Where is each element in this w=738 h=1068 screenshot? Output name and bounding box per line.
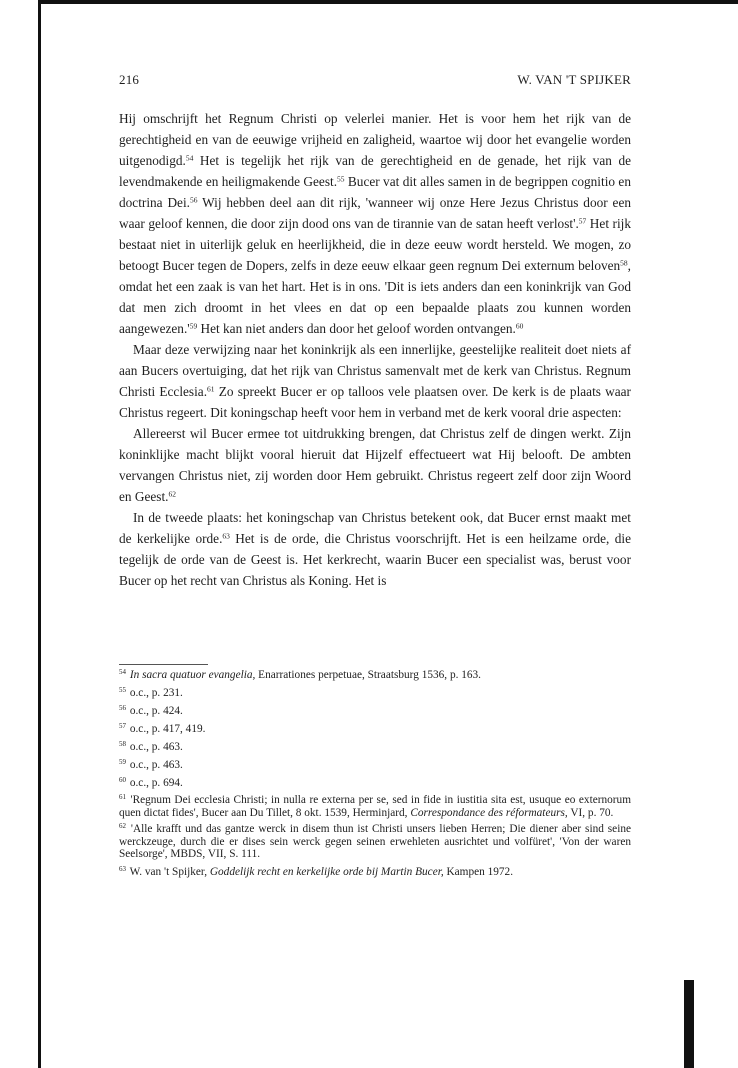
- footnote-ref: 59: [189, 321, 198, 331]
- footnote-62: $^{62}$ 'Alle krafft und das gantze werck in disem thun ist Christi unsers lieben Herren; Die diener aber sind seine werckzeuge, durch die er dises sein werck gegen seinen erwehleten ausrichtet und volfüret', 'Von der waren Seelsorge', MBDS, VII, S. 111.: [119, 822, 631, 860]
- paragraph-2: Maar deze verwijzing naar het koninkrijk als een innerlijke, geestelijke realiteit doet niets af aan Bucers overtuiging, dat het rijk van Christus samenvalt met de kerk van Christus. Regnum Christi Ecclesia.$^{61}$ Zo spreekt Bucer er op talloos vele plaatsen over. De kerk is de plaats waar Christus regeert. Dit koningschap heeft voor hem in verband met de kerk vooral drie aspecten:: [119, 342, 631, 420]
- paragraph-3: Allereerst wil Bucer ermee tot uitdrukking brengen, dat Christus zelf de dingen werkt. Zijn koninklijke macht blijkt vooral hieruit dat Hijzelf effectueert wat Hij belooft. De ambten vervangen Christus niet, zij worden door Hem gebruikt. Christus regeert zelf door zijn Woord en Geest.$^{62}$: [119, 426, 631, 504]
- paragraph-4: In de tweede plaats: het koningschap van Christus betekent ook, dat Bucer ernst maakt met de kerkelijke orde.$^{63}$ Het is de orde, die Christus voorschrijft. Het is een heilzame orde, die tegelijk de orde van de Geest is. Het kerkrecht, waarin Bucer een specialist was, berust voor Bucer op het recht van Christus als Koning. Het is: [119, 510, 631, 588]
- footnote-60: $^{60}$ o.c., p. 694.: [119, 776, 183, 789]
- footnotes: [119, 668, 631, 883]
- footnote-ref: 63: [222, 531, 230, 541]
- footnote-59: $^{59}$ o.c., p. 463.: [119, 758, 183, 771]
- footnote-ref: 56: [189, 195, 198, 205]
- footnote-55: $^{55}$ o.c., p. 231.: [119, 686, 183, 699]
- page-number: 216: [119, 72, 140, 87]
- footnote-ref: 57: [578, 216, 587, 226]
- running-head: W. VAN 'T SPIJKER: [517, 72, 631, 87]
- footnote-ref: 60: [515, 321, 524, 331]
- scan-border-right: [684, 980, 694, 1068]
- footnote-ref: 62: [168, 489, 176, 499]
- footnote-rule: [119, 664, 208, 665]
- footnote-ref: 54: [185, 153, 194, 163]
- footnote-61: $^{61}$ 'Regnum Dei ecclesia Christi; in nulla re externa per se, sed in fide in iustitia sita est, usuque eo externorum quen dictat fides', Bucer aan Du Tillet, 8 okt. 1539, Herminjard, Correspondance des réformateurs, VI, p. 70.: [119, 793, 631, 819]
- footnote-63: $^{63}$ W. van 't Spijker, Goddelijk recht en kerkelijke orde bij Martin Bucer, Kampen 1972.: [119, 864, 514, 878]
- footnote-54: $^{54}$ In sacra quatuor evangelia, Enarrationes perpetuae, Straatsburg 1536, p. 163.: [119, 668, 482, 681]
- footnote-57: $^{57}$ o.c., p. 417, 419.: [119, 722, 206, 735]
- footnote-ref: 58: [620, 258, 628, 268]
- footnote-56: $^{56}$ o.c., p. 424.: [119, 704, 183, 717]
- scan-border-left: [38, 0, 41, 1068]
- scan-border-top: [38, 0, 738, 4]
- body-text: [119, 108, 631, 591]
- paragraph-1: Hij omschrijft het Regnum Christi op velerlei manier. Het is voor hem het rijk van de gerechtigheid en van de eeuwige vrijheid en zaligheid, waartoe wij door het evangelie worden uitgenodigd.$^{54}$ Het is tegelijk het rijk van de gerechtigheid en de genade, het rijk van de levendmakende en heiligmakende Geest.$^{55}$ Bucer vat dit alles samen in de begrippen cognitio en doctrina Dei.$^{56}$ Wij hebben deel aan dit rijk, 'wanneer wij onze Here Jezus Christus door een waar geloof kennen, die door zijn dood ons van de tirannie van de satan heeft verlost'.$^{57}$ Het rijk bestaat niet in uiterlijk geluk en heerlijkheid, die in deze eeuw wordt hersteld. We mogen, zo betoogt Bucer tegen de Dopers, zelfs in deze eeuw elkaar geen regnum Dei externum beloven$^{58}$, omdat het een zaak is van het hart. Het is in ons. 'Dit is iets anders dan een koninkrijk van God dat men zich droomt in het vlees en dat op een bepaalde plaats zou kunnen worden $aangewezen.'^{59}$ Het kan niet anders dan door het geloof worden ontvangen.$^{60}$: [119, 111, 631, 336]
- footnote-ref: 55: [337, 174, 345, 184]
- footnote-58: $^{58}$ o.c., p. 463.: [119, 740, 183, 753]
- footnote-ref: 61: [207, 384, 215, 394]
